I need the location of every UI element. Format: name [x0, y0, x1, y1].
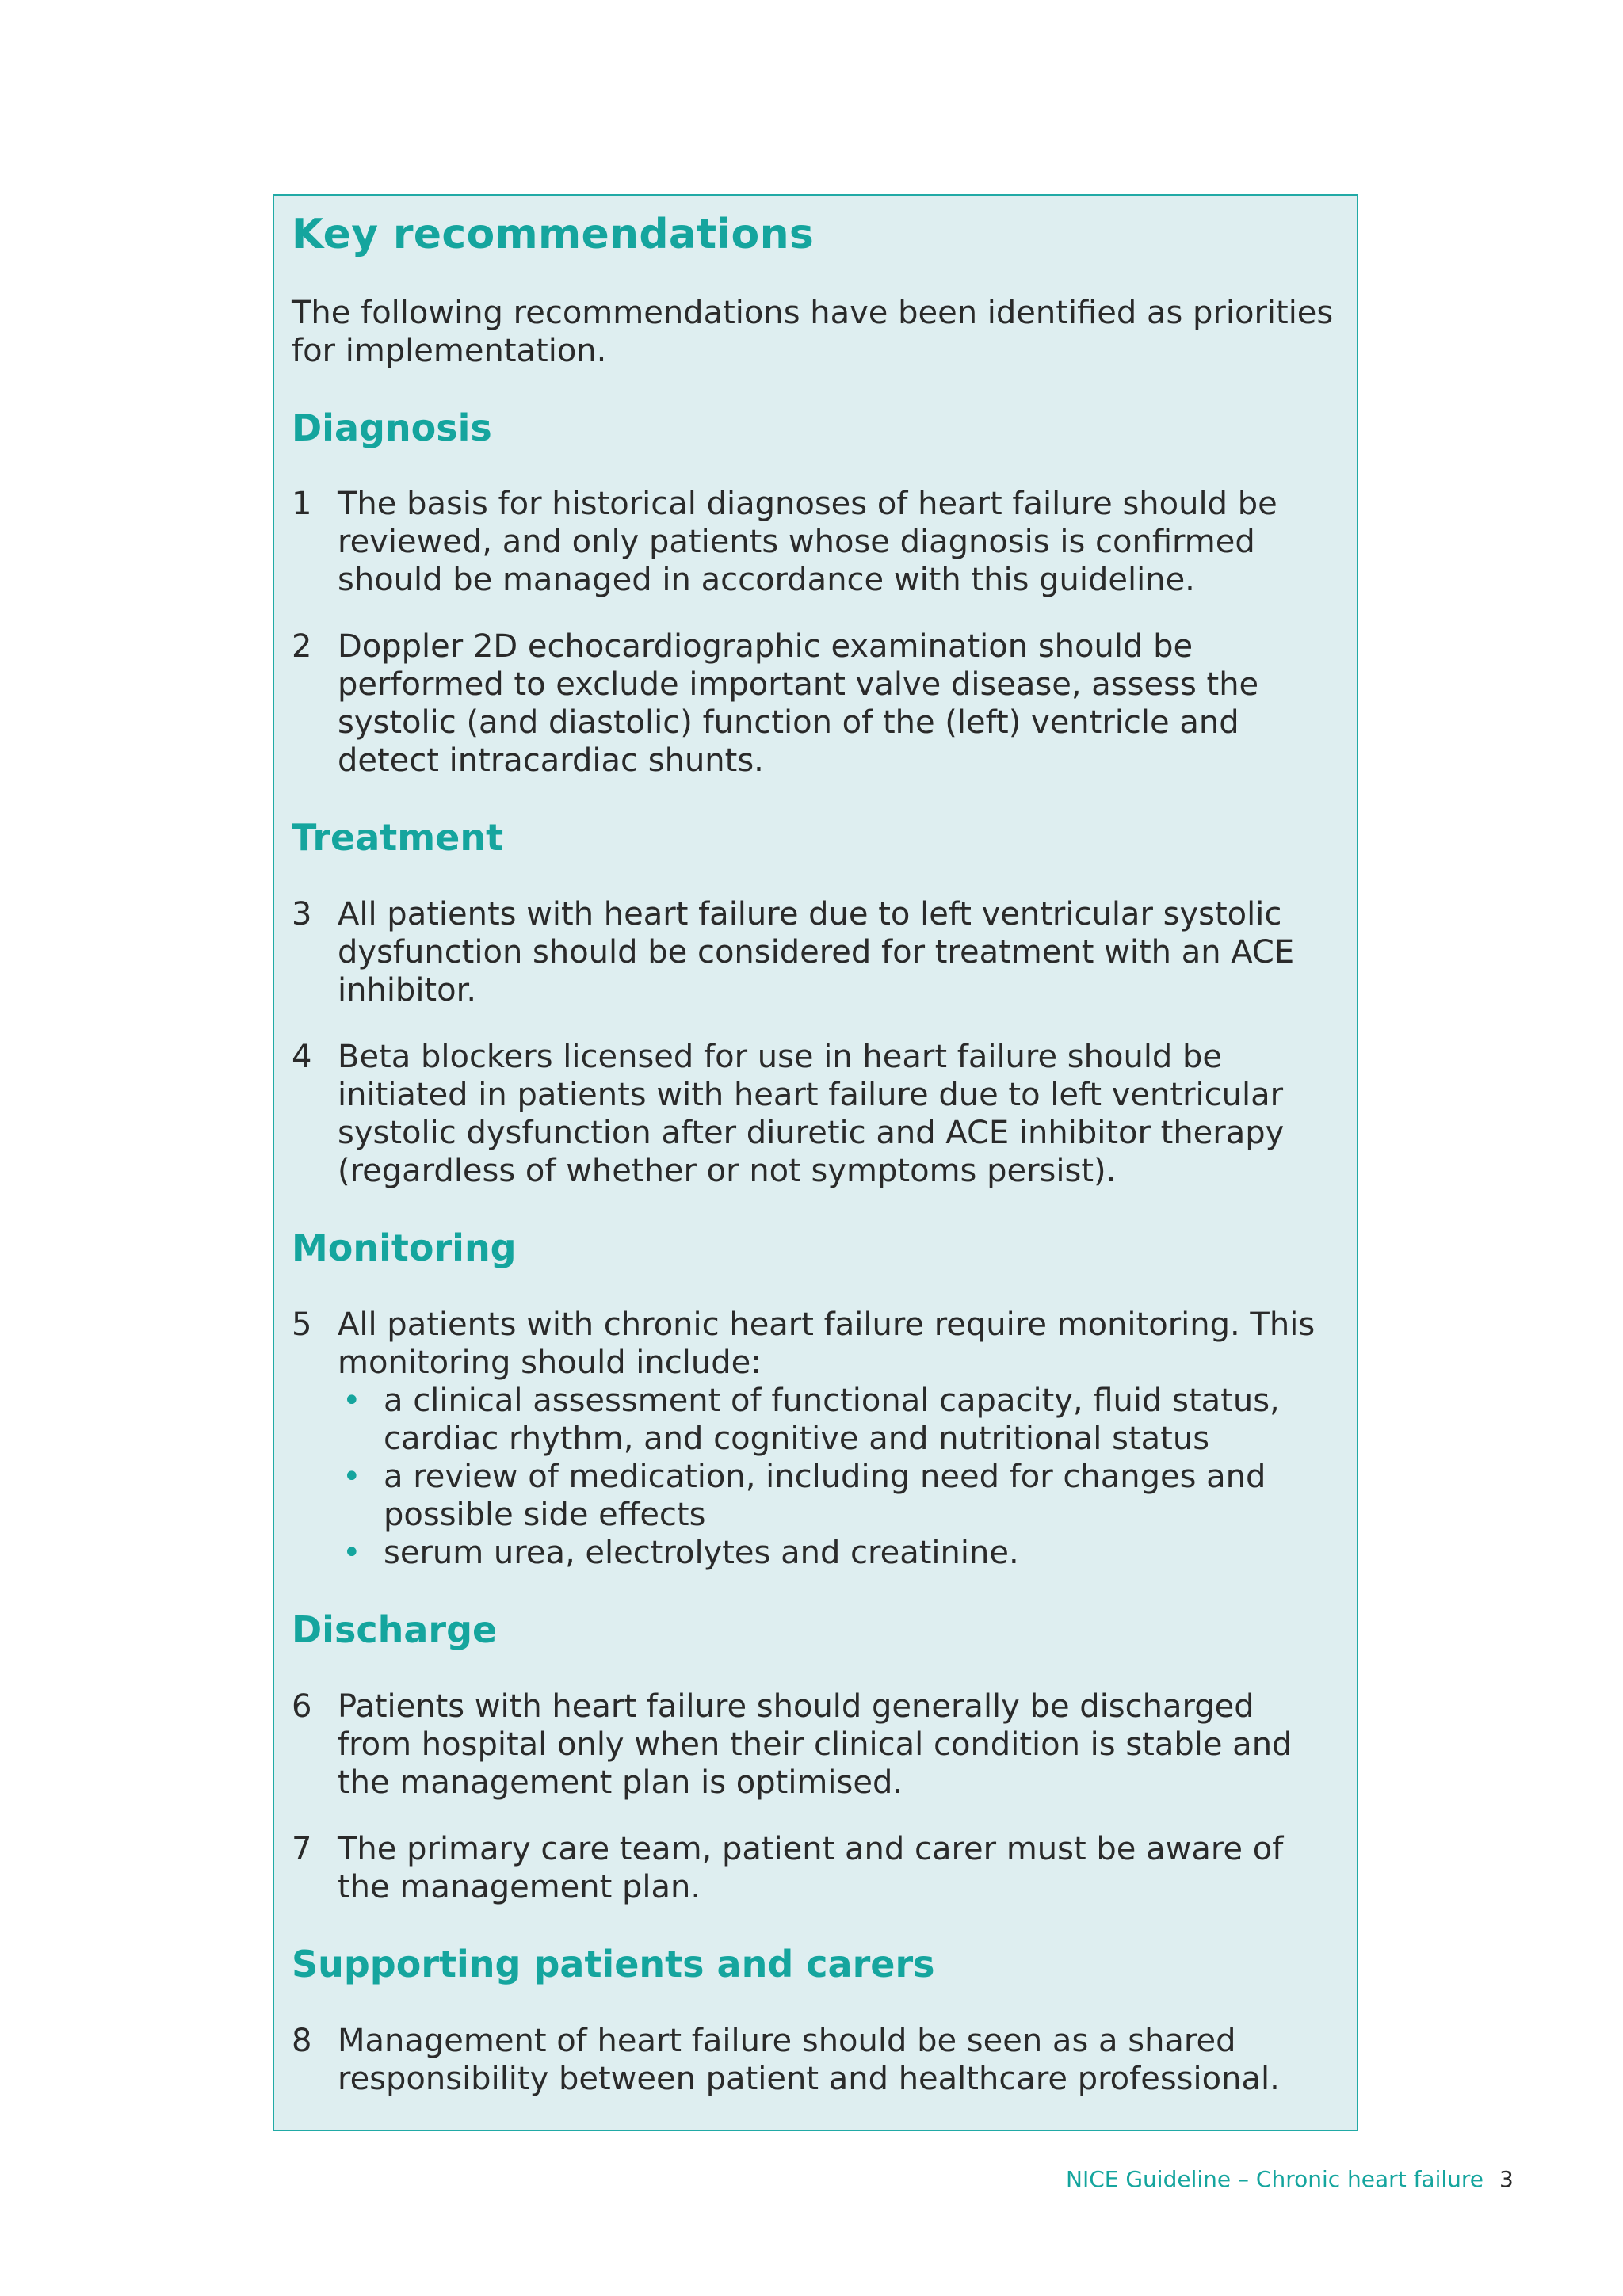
bullet-icon: • — [342, 1534, 361, 1571]
section-heading-treatment: Treatment — [292, 816, 504, 860]
box-intro: The following recommendations have been identified as priorities for implementation. — [292, 294, 1334, 369]
footer-title: NICE Guideline – Chronic heart failure — [1066, 2166, 1484, 2192]
recommendation-number: 6 — [292, 1688, 312, 1725]
section-heading-discharge: Discharge — [292, 1608, 498, 1651]
bullet-text: serum urea, electrolytes and creatinine. — [384, 1534, 1019, 1571]
bullet-text: a clinical assessment of functional capacity, fluid status, cardiac rhythm, and cognitive and nutritional status — [384, 1382, 1280, 1457]
recommendation-1 — [292, 485, 1338, 599]
recommendation-7 — [292, 1830, 1338, 1906]
recommendation-text: The primary care team, patient and carer must be aware of the management plan. — [338, 1830, 1284, 1905]
recommendation-text: Patients with heart failure should generally be discharged from hospital only when their clinical condition is stable and the management plan is optimised. — [338, 1688, 1293, 1801]
recommendation-text: All patients with chronic heart failure require monitoring. This monitoring should include: — [338, 1306, 1316, 1381]
recommendation-number: 5 — [292, 1306, 312, 1343]
bullet-item — [338, 1458, 1338, 1534]
bullet-text: a review of medication, including need for changes and possible side effects — [384, 1458, 1266, 1533]
recommendation-8 — [292, 2022, 1338, 2098]
bullet-icon: • — [342, 1382, 361, 1419]
recommendation-text: Beta blockers licensed for use in heart failure should be initiated in patients with heart failure due to left ventricular systolic dysfunction after diuretic and ACE inhibitor therapy (regardless of whether or not symptoms persist). — [338, 1039, 1285, 1190]
recommendation-number: 4 — [292, 1039, 312, 1076]
page-number: 3 — [1499, 2166, 1514, 2192]
recommendation-4 — [292, 1038, 1338, 1190]
recommendation-6 — [292, 1688, 1338, 1802]
recommendation-3 — [292, 895, 1338, 1009]
key-recommendations-box — [273, 194, 1358, 2131]
section-heading-monitoring: Monitoring — [292, 1226, 517, 1270]
recommendation-text: The basis for historical diagnoses of heart failure should be reviewed, and only patients whose diagnosis is confirmed should be managed in accordance with this guideline. — [338, 486, 1277, 599]
recommendation-number: 7 — [292, 1830, 312, 1867]
bullet-item — [338, 1382, 1338, 1458]
bullet-item — [338, 1534, 1338, 1572]
recommendation-5 — [292, 1306, 1338, 1572]
recommendation-text: Doppler 2D echocardiographic examination should be performed to exclude important valve disease, assess the systolic (and diastolic) function of the (left) ventricle and detect intracardiac shunts. — [338, 628, 1259, 780]
section-heading-supporting: Supporting patients and carers — [292, 1942, 935, 1985]
section-heading-diagnosis: Diagnosis — [292, 406, 492, 449]
recommendation-number: 8 — [292, 2022, 312, 2059]
recommendation-2 — [292, 627, 1338, 780]
box-title: Key recommendations — [292, 211, 815, 258]
bullet-icon: • — [342, 1458, 361, 1495]
monitoring-bullet-list — [338, 1382, 1338, 1572]
recommendation-number: 2 — [292, 628, 312, 666]
recommendation-text: All patients with heart failure due to left ventricular systolic dysfunction should be considered for treatment with an ACE inhibitor. — [338, 896, 1295, 1009]
recommendation-number: 1 — [292, 486, 312, 523]
recommendation-number: 3 — [292, 896, 312, 933]
recommendation-text: Management of heart failure should be seen as a shared responsibility between patient and healthcare professional. — [338, 2022, 1280, 2097]
